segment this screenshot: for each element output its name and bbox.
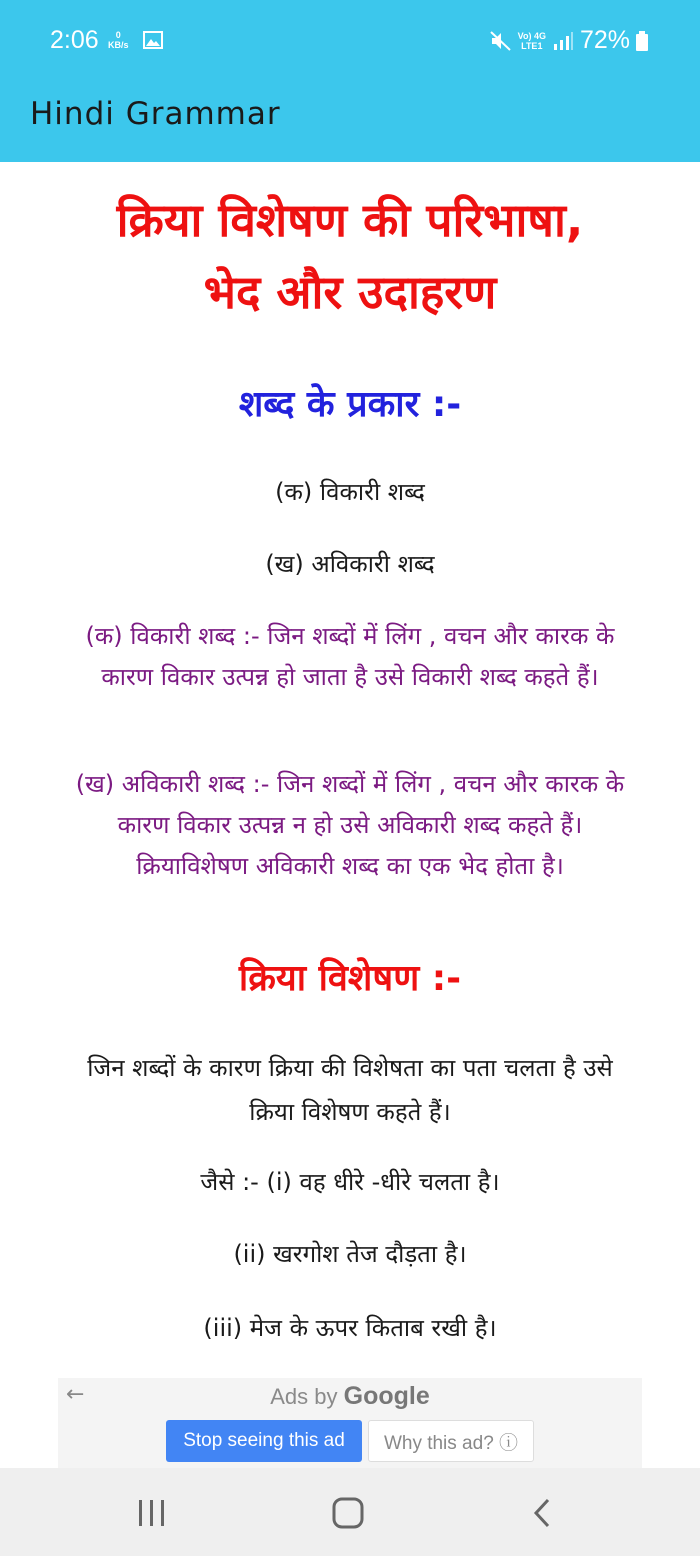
heading-adverb: क्रिया विशेषण :- (238, 958, 462, 999)
system-nav-bar (0, 1468, 700, 1556)
status-bar (0, 0, 700, 82)
adverb-definition: जिन शब्दों के कारण क्रिया की विशेषता का पता चलता है उसे क्रिया विशेषण कहते हैं। (87, 1054, 613, 1126)
type-a-item: (क) विकारी शब्द (275, 478, 425, 506)
heading-word-types: शब्द के प्रकार :- (238, 384, 462, 425)
battery-percent: 72% (579, 26, 630, 54)
home-icon[interactable] (331, 1496, 365, 1530)
back-arrow-icon[interactable]: ← (66, 1382, 85, 1407)
example-1: जैसे :- (i) वह धीरे -धीरे चलता है। (200, 1168, 500, 1196)
definition-avikari: (ख) अविकारी शब्द :- जिन शब्दों में लिंग , वचन और कारक के कारण विकार उत्पन्न न हो उसे अविकारी शब्द कहते हैं। क्रियाविशेषण अविकारी शब्द का एक भेद होता है। (75, 770, 625, 880)
app-bar (0, 82, 700, 162)
status-time: 2:06 (50, 26, 99, 54)
status-right (490, 26, 648, 55)
battery-icon (636, 31, 648, 51)
network-type: Vo) 4G LTE1 (517, 30, 546, 51)
type-b-item: (ख) अविकारी शब्द (265, 550, 435, 578)
app-title: Hindi Grammar (30, 96, 281, 132)
article-title: क्रिया विशेषण की परिभाषा, भेद और उदाहरण (116, 193, 584, 319)
ads-by-google: Ads by Google (270, 1382, 430, 1410)
network-speed: 0 KB/s (108, 30, 129, 50)
example-2: (ii) खरगोश तेज दौड़ता है। (233, 1240, 467, 1268)
nav-back-icon[interactable] (530, 1496, 554, 1530)
example-3: (iii) मेज के ऊपर किताब रखी है। (203, 1314, 497, 1342)
mute-icon (490, 31, 512, 51)
recents-icon[interactable] (136, 1496, 168, 1530)
gallery-notification-icon (143, 31, 163, 49)
ad-banner (58, 1378, 642, 1468)
definition-vikari: (क) विकारी शब्द :- जिन शब्दों में लिंग , वचन और कारक के कारण विकार उत्पन्न हो जाता है उसे विकारी शब्द कहते हैं। (85, 622, 615, 691)
why-this-ad-button[interactable]: Why this ad? ⓘ (368, 1420, 534, 1462)
signal-icon (552, 31, 574, 51)
stop-seeing-ad-button[interactable]: Stop seeing this ad (166, 1420, 362, 1462)
